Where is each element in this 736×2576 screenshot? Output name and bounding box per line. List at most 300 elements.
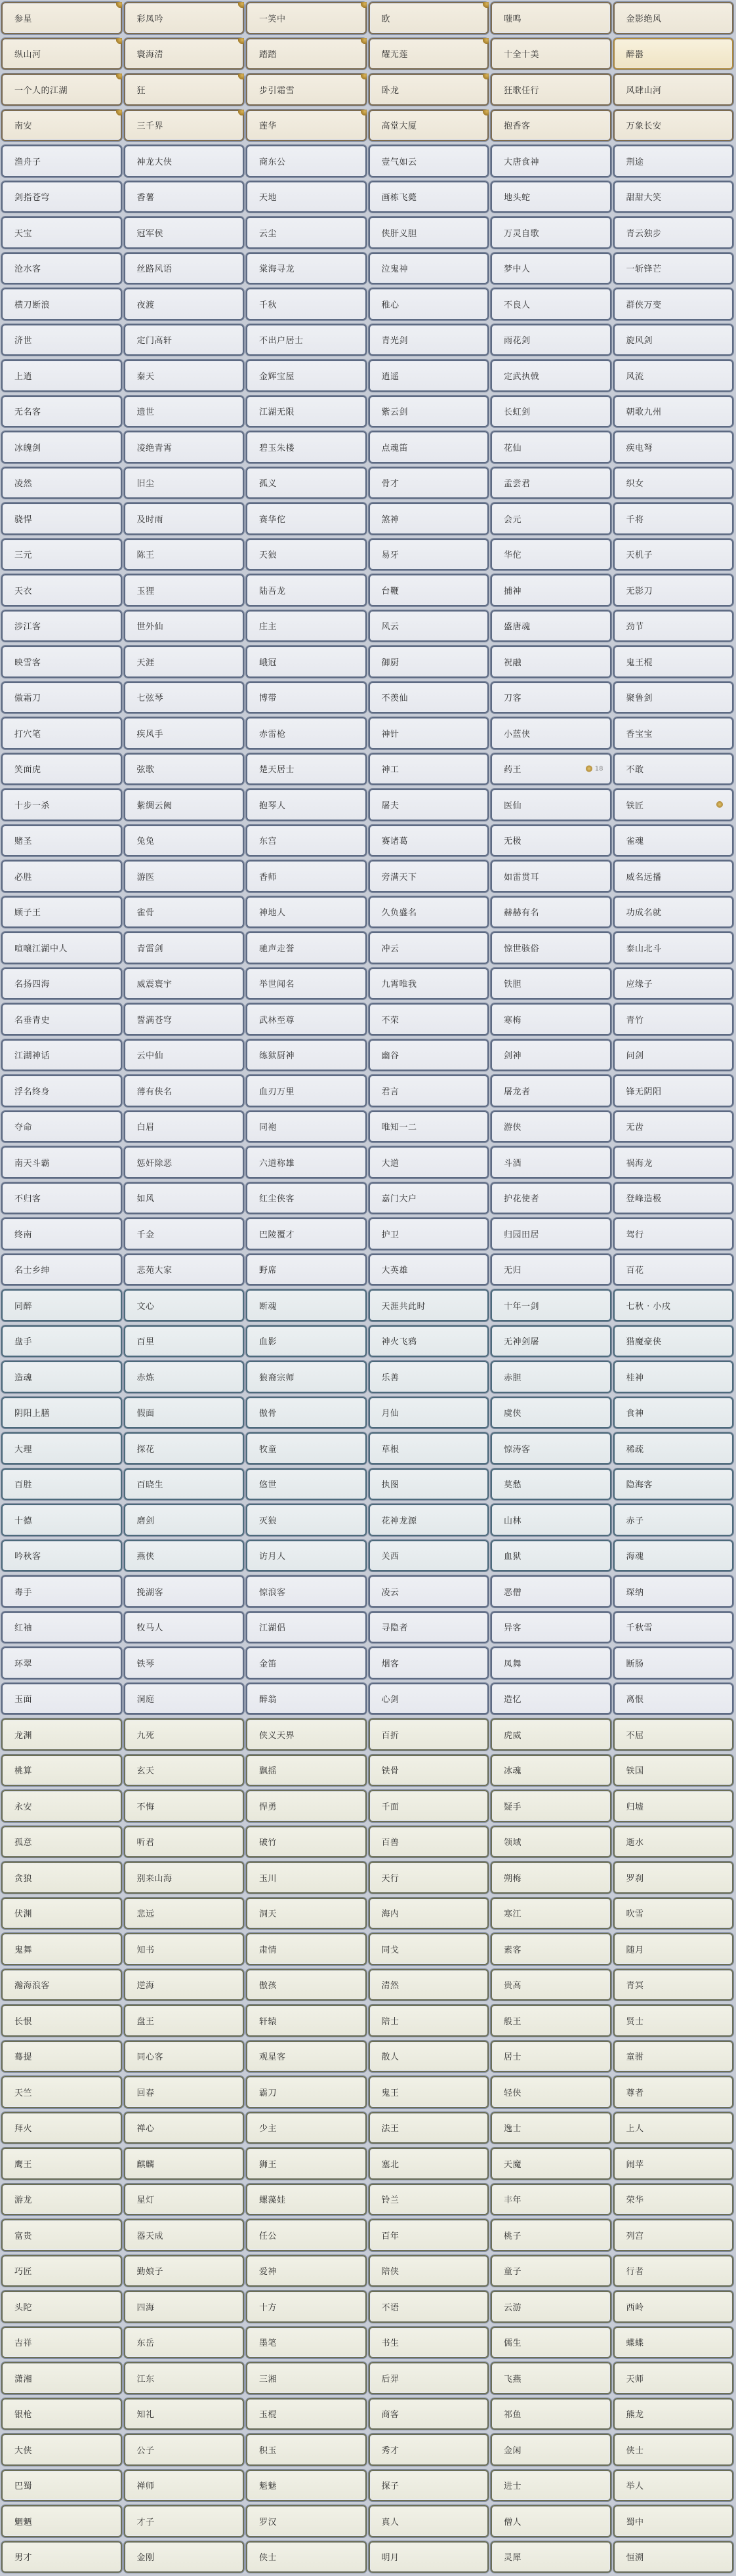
title-item[interactable] [124,539,245,571]
title-item[interactable] [246,753,367,785]
title-item[interactable] [246,717,367,749]
title-item[interactable] [246,2112,367,2144]
title-item[interactable] [613,2184,734,2216]
title-item[interactable] [246,1755,367,1787]
title-item[interactable] [246,1683,367,1715]
title-item[interactable] [491,1683,611,1715]
title-item[interactable] [613,825,734,857]
title-item[interactable] [124,2398,245,2430]
title-item[interactable] [613,646,734,678]
title-item[interactable] [613,717,734,749]
title-item[interactable] [369,467,489,499]
title-item[interactable] [1,503,122,535]
title-item[interactable] [491,1540,611,1572]
title-item[interactable] [124,1182,245,1215]
title-item[interactable] [491,968,611,1000]
title-item[interactable] [1,1647,122,1679]
title-item[interactable] [369,2005,489,2037]
title-item[interactable] [124,753,245,785]
title-item[interactable] [1,825,122,857]
title-item[interactable] [246,2,367,34]
title-item[interactable] [369,2398,489,2430]
title-item[interactable] [491,860,611,892]
title-item[interactable] [124,2362,245,2394]
title-item[interactable] [124,1039,245,1071]
title-item[interactable] [246,2434,367,2466]
title-item[interactable] [1,1969,122,2001]
title-item[interactable] [1,1111,122,1143]
title-item[interactable] [491,753,611,785]
title-item[interactable] [491,2505,611,2537]
title-item[interactable] [491,574,611,606]
title-item[interactable] [613,1325,734,1358]
title-item[interactable] [369,1039,489,1071]
title-item[interactable] [1,1182,122,1215]
title-item[interactable] [369,2362,489,2394]
title-item[interactable] [369,181,489,213]
title-item[interactable] [491,646,611,678]
title-item[interactable] [491,2005,611,2037]
title-item[interactable] [491,396,611,428]
title-item[interactable] [1,574,122,606]
title-item[interactable] [246,789,367,821]
title-item[interactable] [369,217,489,249]
title-item[interactable] [369,2184,489,2216]
title-item[interactable] [369,2505,489,2537]
title-item[interactable] [246,2041,367,2073]
title-item[interactable] [1,396,122,428]
title-item[interactable] [246,968,367,1000]
title-item[interactable] [246,2362,367,2394]
title-item[interactable] [246,860,367,892]
title-item[interactable] [491,1611,611,1644]
title-item[interactable] [246,467,367,499]
title-item[interactable] [491,324,611,356]
title-item[interactable] [124,1254,245,1286]
title-item[interactable] [1,181,122,213]
title-item[interactable] [369,431,489,463]
title-item[interactable] [246,2005,367,2037]
title-item[interactable] [124,1504,245,1536]
title-item[interactable] [369,288,489,320]
title-item[interactable] [124,110,245,142]
title-item[interactable] [613,1111,734,1143]
title-item[interactable] [613,1683,734,1715]
title-item[interactable] [613,2470,734,2502]
title-item[interactable] [369,896,489,928]
title-item[interactable] [1,2076,122,2108]
title-item[interactable] [1,932,122,964]
title-item[interactable] [613,145,734,177]
title-item[interactable] [124,1289,245,1321]
title-item[interactable] [369,2041,489,2073]
title-item[interactable] [369,145,489,177]
title-item[interactable] [124,1861,245,1894]
title-item[interactable] [491,2219,611,2251]
title-item[interactable] [491,2398,611,2430]
title-item[interactable] [1,38,122,70]
title-item[interactable] [246,1504,367,1536]
title-item[interactable] [491,2,611,34]
title-item[interactable] [369,2,489,34]
title-item[interactable] [613,73,734,106]
title-item[interactable] [369,1468,489,1501]
title-item[interactable] [491,610,611,642]
title-item[interactable] [613,1826,734,1858]
title-item[interactable] [613,789,734,821]
title-item[interactable] [246,145,367,177]
title-item[interactable] [1,1039,122,1071]
title-item[interactable] [369,1790,489,1822]
title-item[interactable] [491,896,611,928]
title-item[interactable] [491,1468,611,1501]
title-item[interactable] [491,2362,611,2394]
title-item[interactable] [246,1898,367,1930]
title-item[interactable] [124,2434,245,2466]
title-item[interactable] [369,753,489,785]
title-item[interactable] [613,1540,734,1572]
title-item[interactable] [246,825,367,857]
title-item[interactable] [613,860,734,892]
title-item[interactable] [124,360,245,392]
title-item[interactable] [491,38,611,70]
title-item[interactable] [491,2184,611,2216]
title-item[interactable] [369,932,489,964]
title-item[interactable] [246,682,367,714]
title-item[interactable] [246,1969,367,2001]
title-item[interactable] [613,1575,734,1608]
title-item[interactable] [124,467,245,499]
title-item[interactable] [1,2327,122,2359]
title-item[interactable] [1,2470,122,2502]
title-item[interactable] [369,1325,489,1358]
title-item[interactable] [124,2076,245,2108]
title-item[interactable] [246,2327,367,2359]
title-item[interactable] [369,1718,489,1751]
title-item[interactable] [124,217,245,249]
title-item[interactable] [246,1397,367,1429]
title-item[interactable] [1,2362,122,2394]
title-item[interactable] [613,2291,734,2323]
title-item[interactable] [1,2005,122,2037]
title-item[interactable] [246,896,367,928]
title-item[interactable] [1,1683,122,1715]
title-item[interactable] [124,574,245,606]
title-item[interactable] [246,646,367,678]
title-item[interactable] [491,1861,611,1894]
title-item[interactable] [1,539,122,571]
title-item[interactable] [1,2291,122,2323]
title-item[interactable] [1,2541,122,2573]
title-item[interactable] [613,1254,734,1286]
title-item[interactable] [1,1540,122,1572]
title-item[interactable] [491,360,611,392]
title-item[interactable] [369,2255,489,2287]
title-item[interactable] [1,73,122,106]
title-item[interactable] [1,1146,122,1178]
title-item[interactable] [1,1755,122,1787]
title-item[interactable] [124,396,245,428]
title-item[interactable] [1,968,122,1000]
title-item[interactable] [491,2541,611,2573]
title-item[interactable] [124,1146,245,1178]
title-item[interactable] [491,73,611,106]
title-item[interactable] [124,1075,245,1107]
title-item[interactable] [613,2,734,34]
title-item[interactable] [369,1969,489,2001]
title-item[interactable] [1,1003,122,1035]
title-item[interactable] [369,1755,489,1787]
title-item[interactable] [613,2362,734,2394]
title-item[interactable] [613,1075,734,1107]
title-item[interactable] [124,1969,245,2001]
title-item[interactable] [613,2219,734,2251]
title-item[interactable] [124,789,245,821]
title-item[interactable] [491,288,611,320]
title-item[interactable] [124,253,245,285]
title-item[interactable] [491,789,611,821]
title-item[interactable] [124,1432,245,1465]
title-item[interactable] [246,38,367,70]
title-item[interactable] [613,181,734,213]
title-item[interactable] [491,253,611,285]
title-item[interactable] [246,2505,367,2537]
title-item[interactable] [613,2255,734,2287]
title-item[interactable] [613,217,734,249]
title-item[interactable] [369,1826,489,1858]
title-item[interactable] [1,789,122,821]
title-item[interactable] [491,1039,611,1071]
title-item[interactable] [491,2470,611,2502]
title-item[interactable] [1,860,122,892]
title-item[interactable] [613,1039,734,1071]
title-item[interactable] [124,646,245,678]
title-item[interactable] [246,1611,367,1644]
title-item[interactable] [124,1575,245,1608]
title-item[interactable] [491,145,611,177]
title-item[interactable] [124,73,245,106]
title-item[interactable] [369,2434,489,2466]
title-item[interactable] [246,2148,367,2180]
title-item[interactable] [613,1468,734,1501]
title-item[interactable] [369,2148,489,2180]
title-item[interactable] [369,610,489,642]
title-item[interactable] [124,38,245,70]
title-item[interactable] [246,1647,367,1679]
title-item[interactable] [246,2255,367,2287]
title-item[interactable] [613,1397,734,1429]
title-item[interactable] [491,1432,611,1465]
title-item[interactable] [124,503,245,535]
title-item[interactable] [246,1861,367,1894]
title-item[interactable] [369,38,489,70]
title-item[interactable] [369,1182,489,1215]
title-item[interactable] [1,467,122,499]
title-item[interactable] [491,2041,611,2073]
title-item[interactable] [124,1647,245,1679]
title-item[interactable] [124,1826,245,1858]
title-item[interactable] [491,2255,611,2287]
title-item[interactable] [124,2470,245,2502]
title-item[interactable] [124,2005,245,2037]
title-item[interactable] [369,825,489,857]
title-item[interactable] [124,1933,245,1965]
title-item[interactable] [613,1611,734,1644]
title-item[interactable] [1,2112,122,2144]
title-item[interactable] [613,1361,734,1393]
title-item[interactable] [491,1397,611,1429]
title-item[interactable] [613,431,734,463]
title-item[interactable] [491,1254,611,1286]
title-item[interactable] [246,1003,367,1035]
title-item[interactable] [613,682,734,714]
title-item[interactable] [369,539,489,571]
title-item[interactable] [124,2255,245,2287]
title-item[interactable] [613,896,734,928]
title-item[interactable] [124,324,245,356]
title-item[interactable] [124,2,245,34]
title-item[interactable] [613,288,734,320]
title-item[interactable] [1,1575,122,1608]
title-item[interactable] [613,1289,734,1321]
title-item[interactable] [491,539,611,571]
title-item[interactable] [491,1898,611,1930]
title-item[interactable] [246,2470,367,2502]
title-item[interactable] [124,1361,245,1393]
title-item[interactable] [246,1575,367,1608]
title-item[interactable] [124,1468,245,1501]
title-item[interactable] [1,2255,122,2287]
title-item[interactable] [1,2219,122,2251]
title-item[interactable] [369,1003,489,1035]
title-item[interactable] [1,682,122,714]
title-item[interactable] [491,717,611,749]
title-item[interactable] [124,860,245,892]
title-item[interactable] [369,1075,489,1107]
title-item[interactable] [613,1647,734,1679]
title-item[interactable] [613,2505,734,2537]
title-item[interactable] [491,1790,611,1822]
title-item[interactable] [246,396,367,428]
title-item[interactable] [1,145,122,177]
title-item[interactable] [124,1755,245,1787]
title-item[interactable] [124,968,245,1000]
title-item[interactable] [369,717,489,749]
title-item[interactable] [613,1003,734,1035]
title-item[interactable] [369,682,489,714]
title-item[interactable] [246,2219,367,2251]
title-item[interactable] [491,1504,611,1536]
title-item[interactable] [246,1254,367,1286]
title-item[interactable] [613,753,734,785]
title-item[interactable] [246,360,367,392]
title-item[interactable] [1,1504,122,1536]
title-item[interactable] [491,1075,611,1107]
title-item[interactable] [613,932,734,964]
title-item[interactable] [369,1397,489,1429]
title-item[interactable] [124,2327,245,2359]
title-item[interactable] [369,1254,489,1286]
title-item[interactable] [246,1289,367,1321]
title-item[interactable] [1,2434,122,2466]
title-item[interactable] [491,2327,611,2359]
title-item[interactable] [369,2076,489,2108]
title-item[interactable] [613,1755,734,1787]
title-item[interactable] [613,1790,734,1822]
title-item[interactable] [1,1325,122,1358]
title-item[interactable] [369,503,489,535]
title-item[interactable] [124,896,245,928]
title-item[interactable] [369,1146,489,1178]
title-item[interactable] [246,1933,367,1965]
title-item[interactable] [1,1933,122,1965]
title-item[interactable] [369,789,489,821]
title-item[interactable] [246,1540,367,1572]
title-item[interactable] [246,574,367,606]
title-item[interactable] [246,253,367,285]
title-item[interactable] [1,896,122,928]
title-item[interactable] [1,2148,122,2180]
title-item[interactable] [613,2076,734,2108]
title-item[interactable] [1,253,122,285]
title-item[interactable] [491,2112,611,2144]
title-item[interactable] [613,1718,734,1751]
title-item[interactable] [246,1218,367,1250]
title-item[interactable] [124,932,245,964]
title-item[interactable] [1,2184,122,2216]
title-item[interactable] [491,1647,611,1679]
title-item[interactable] [124,1898,245,1930]
title-item[interactable] [369,2112,489,2144]
title-item[interactable] [124,1718,245,1751]
title-item[interactable] [246,1111,367,1143]
title-item[interactable] [613,610,734,642]
title-item[interactable] [491,467,611,499]
title-item[interactable] [124,1540,245,1572]
title-item[interactable] [369,1647,489,1679]
title-item[interactable] [1,1361,122,1393]
title-item[interactable] [246,2076,367,2108]
title-item[interactable] [613,539,734,571]
title-item[interactable] [1,1075,122,1107]
title-item[interactable] [246,431,367,463]
title-item[interactable] [369,73,489,106]
title-item[interactable] [124,2291,245,2323]
title-item[interactable] [369,360,489,392]
title-item[interactable] [369,2291,489,2323]
title-item[interactable] [491,1575,611,1608]
title-item[interactable] [124,1111,245,1143]
title-item[interactable] [369,1611,489,1644]
title-item[interactable] [613,253,734,285]
title-item[interactable] [246,1468,367,1501]
title-item[interactable] [124,1683,245,1715]
title-item[interactable] [491,1969,611,2001]
title-item[interactable] [491,503,611,535]
title-item[interactable] [124,2041,245,2073]
title-item[interactable] [246,1718,367,1751]
title-item[interactable] [491,1289,611,1321]
title-item[interactable] [1,431,122,463]
title-item[interactable] [613,1218,734,1250]
title-item[interactable] [124,145,245,177]
title-item[interactable] [124,288,245,320]
title-item[interactable] [1,1468,122,1501]
title-item[interactable] [1,1861,122,1894]
title-item[interactable] [1,2505,122,2537]
title-item[interactable] [369,2470,489,2502]
title-item[interactable] [613,2148,734,2180]
